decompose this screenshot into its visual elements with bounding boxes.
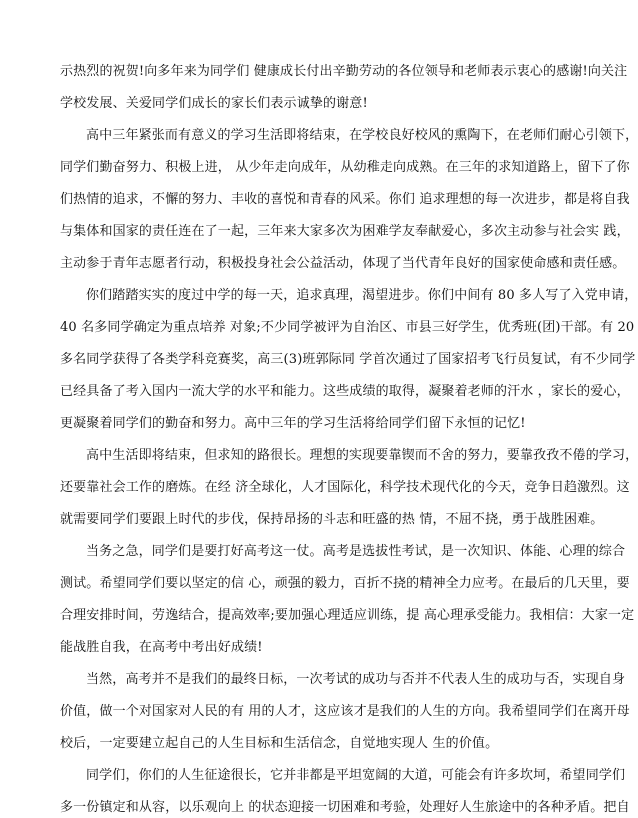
paragraph-2-line-3: 多名同学获得了各类学科竞赛奖，高三(3)班郭际同 学首次通过了国家招考飞行员复试，有不少同学 [60,352,636,367]
paragraph-4-line-1: 当务之急，同学们是要打好高考这一仗。高考是选拔性考试，是一次知识、体能、心理的综合 [86,544,626,559]
text-line-1: 示热烈的祝贺!向多年来为同学们 健康成长付出辛勤劳动的各位领导和老师表示衷心的感谢!向关注 [60,64,628,79]
paragraph-6-line-2: 多一份镇定和从容，以乐观向上 的状态迎接一切困难和考验，处理好人生旅途中的各种矛盾。把自 [60,800,630,815]
paragraph-4-line-4: 能战胜自我，在高考中考出好成绩! [60,640,263,655]
paragraph-6-line-1: 同学们，你们的人生征途很长，它并非都是平坦宽阔的大道，可能会有许多坎坷，希望同学们 [86,768,626,783]
text-line-2: 学校发展、关爱同学们成长的家长们表示诚挚的谢意! [60,96,368,111]
paragraph-5-line-1: 当然，高考并不是我们的最终日标，一次考试的成功与否并不代表人生的成功与否，实现自身 [86,672,626,687]
paragraph-2-line-2: 40 名多同学确定为重点培养 对象;不少同学被评为自治区、市县三好学生，优秀班(团)干部。有 20 [60,320,635,335]
paragraph-2-line-5: 更凝聚着同学们的勤奋和努力。高中三年的学习生活将给同学们留下永恒的记忆! [60,416,526,431]
paragraph-2-line-1: 你们踏踏实实的度过中学的每一天，追求真理，渴望进步。你们中间有 80 多人写了入党申请， [86,288,638,303]
paragraph-5-line-2: 价值，做一个对国家对人民的有 用的人才，这应该才是我们的人生的方向。我希望同学们在离开母 [60,704,630,719]
paragraph-4-line-2: 测试。希望同学们要以坚定的信 心，顽强的毅力，百折不挠的精神全力应考。在最后的几天里，要 [60,576,630,591]
paragraph-1-line-5: 主动参于青年志愿者行动，积极投身社会公益活动，体现了当代青年良好的国家使命感和责任感。 [60,256,626,271]
paragraph-5-line-3: 校后，一定要建立起自己的人生目标和生活信念，自觉地实现人 生的价值。 [60,736,499,751]
paragraph-3-line-3: 就需要同学们要跟上时代的步伐，保持昂扬的斗志和旺盛的热 情，不屈不挠，勇于战胜困难。 [60,512,604,527]
paragraph-4-line-3: 合理安排时间，劳逸结合，提高效率;要加强心理适应训练，提 高心理承受能力。我相信：大家一定 [60,608,635,623]
paragraph-3-line-1: 高中生活即将结束，但求知的路很长。理想的实现要靠锲而不舍的努力，要靠孜孜不倦的学习， [86,448,638,463]
paragraph-3-line-2: 还要靠社会工作的磨炼。在经 济全球化，人才国际化，科学技术现代化的今天，竞争日趋激烈。这 [60,480,630,495]
paragraph-1-line-4: 与集体和国家的责任连在了一起，三年来大家多次为困难学友奉献爱心，多次主动参与社会实 践， [60,224,630,239]
paragraph-1-line-3: 们热情的追求，不懈的努力、丰收的喜悦和青春的风采。你们 追求理想的每一次进步，都是将自我 [60,192,630,207]
paragraph-1-line-2: 同学们勤奋努力、积极上进， 从少年走向成年，从幼稚走向成熟。在三年的求知道路上，留下了你 [60,160,630,175]
paragraph-1-line-1: 高中三年紧张而有意义的学习生活即将结束，在学校良好校风的熏陶下，在老师们耐心引领下， [86,128,638,143]
paragraph-2-line-4: 已经具备了考入国内一流大学的水平和能力。这些成绩的取得，凝聚着老师的汗水 ，家长的爱心， [60,384,630,399]
